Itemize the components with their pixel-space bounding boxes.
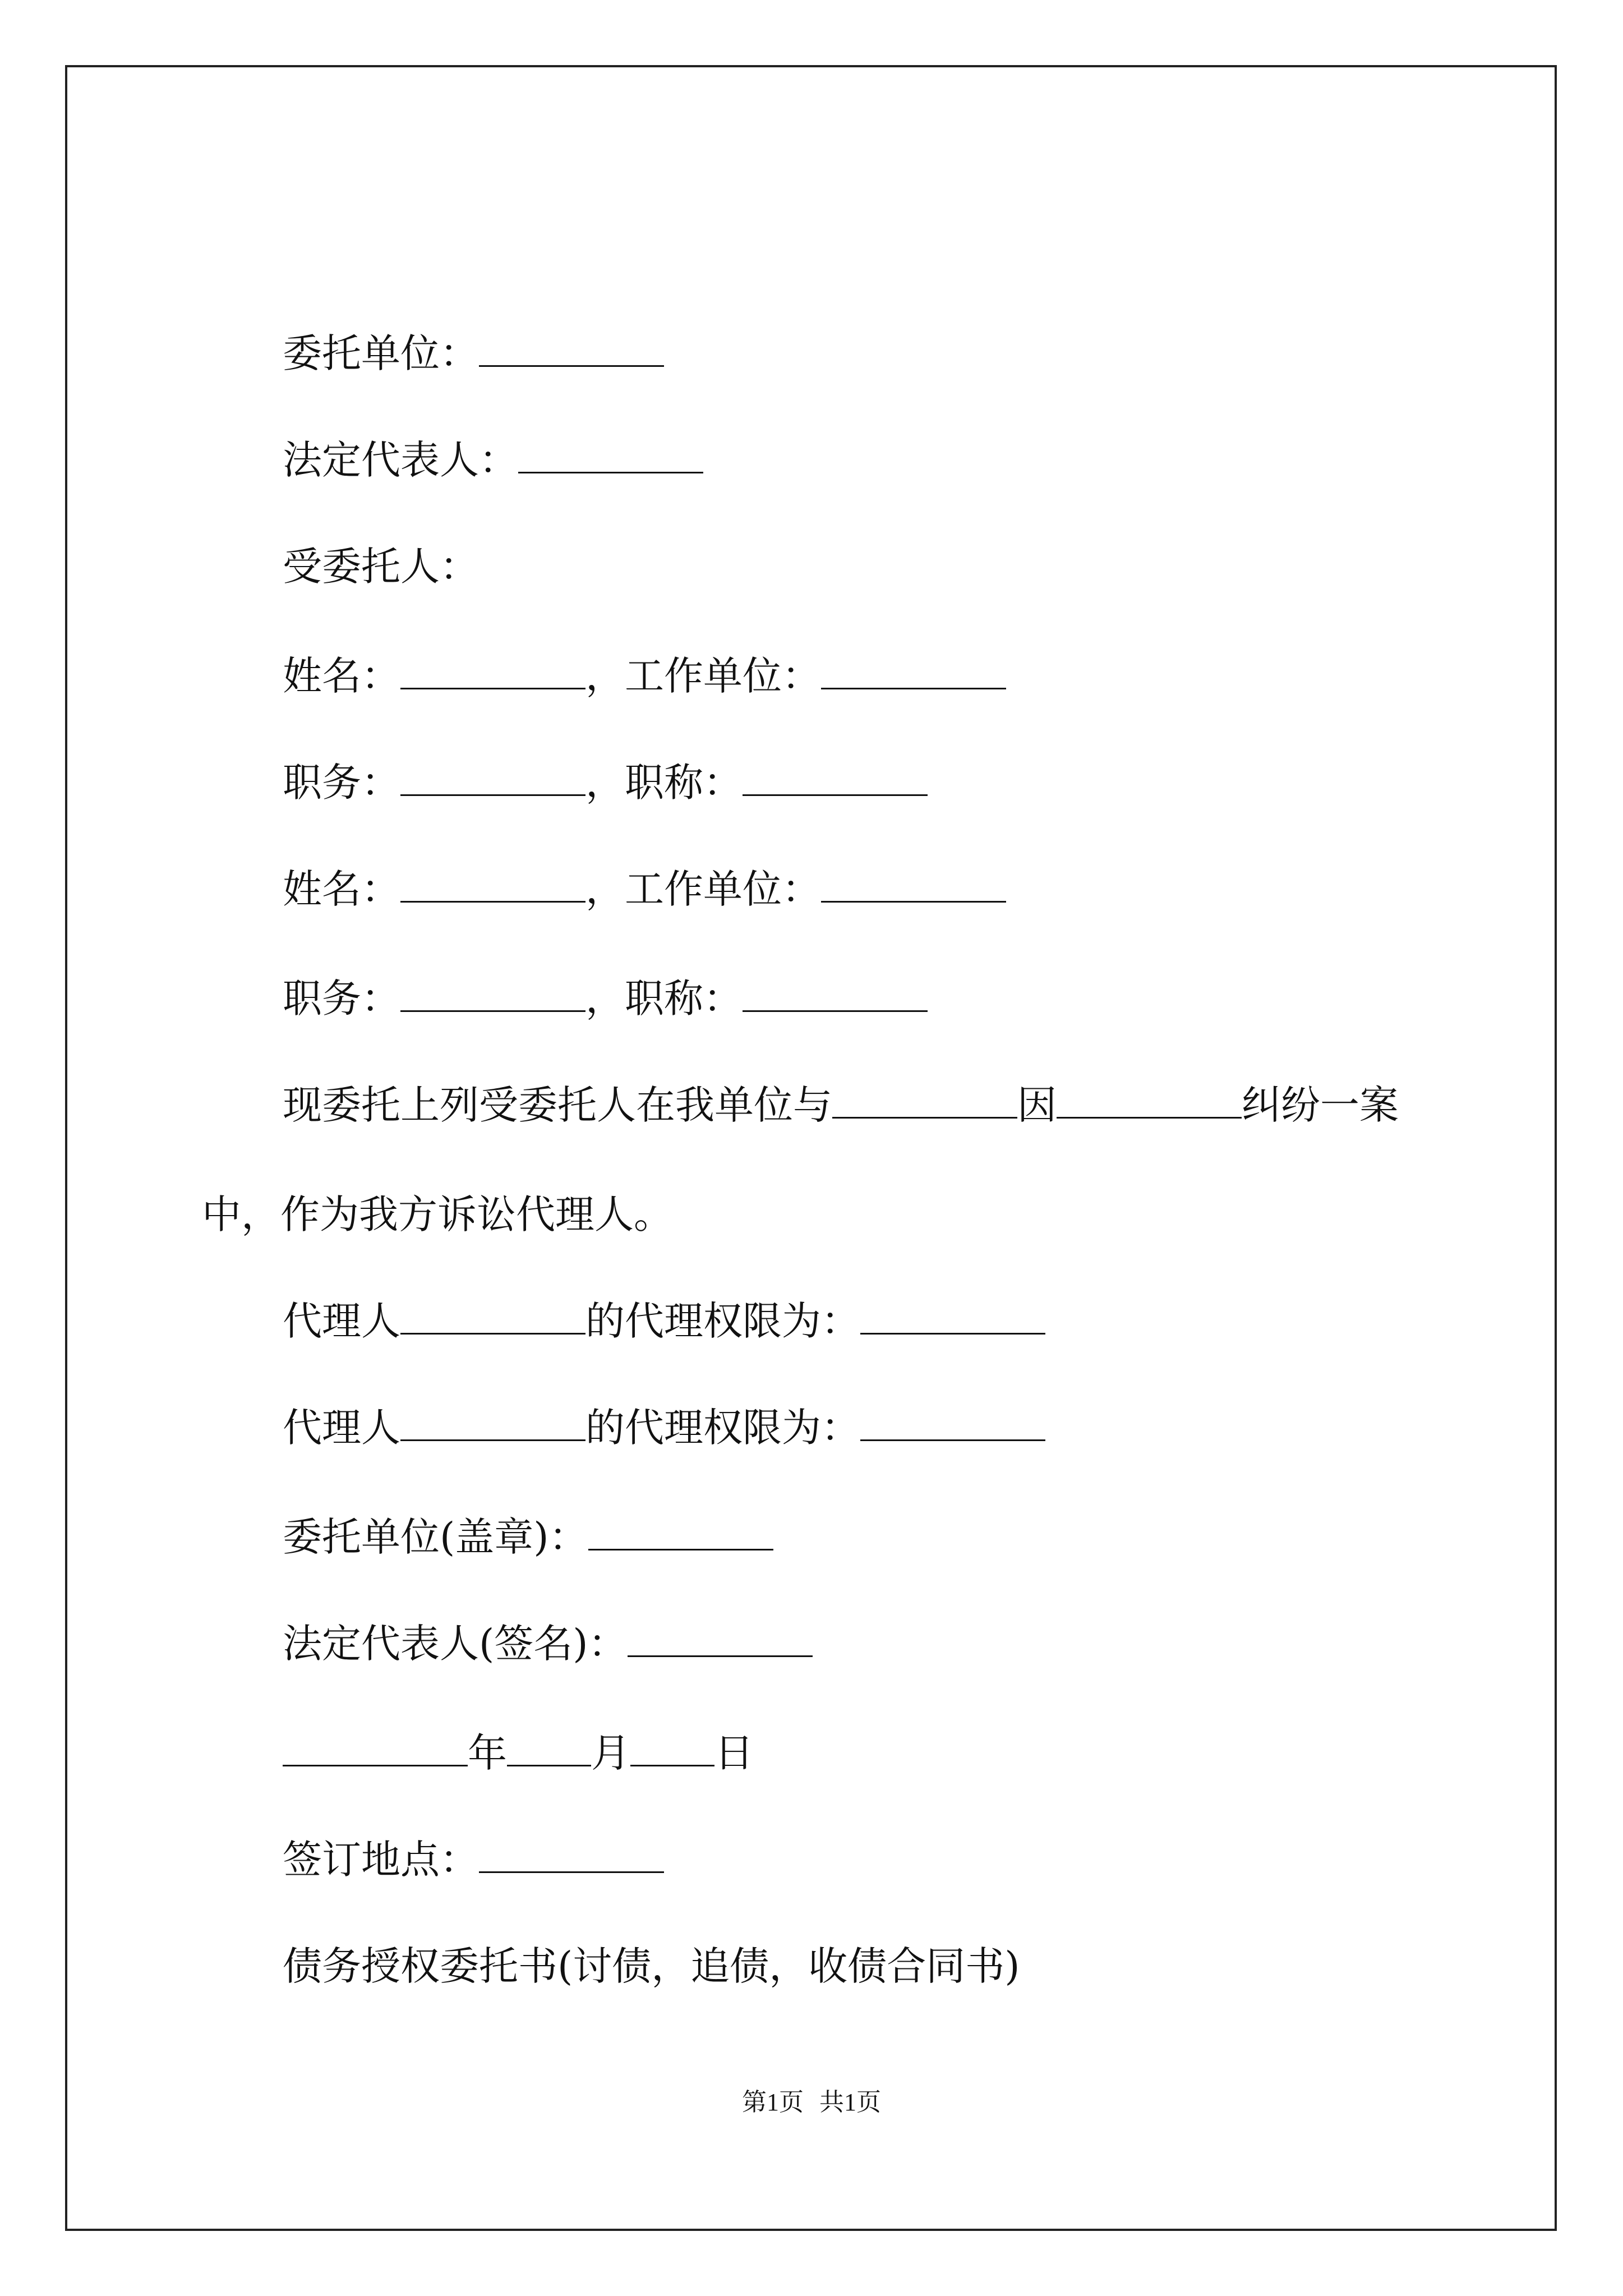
document-subtitle: 债务授权委托书(讨债，追债，收债合同书) xyxy=(283,1943,1020,1989)
legal-representative-blank xyxy=(518,437,703,473)
trustee-heading xyxy=(283,541,479,592)
trustee-label: 受委托人： xyxy=(283,544,479,590)
authority-blank xyxy=(860,1405,1045,1441)
signing-place-label: 签订地点： xyxy=(283,1837,479,1883)
trustee-1-position-line xyxy=(283,757,928,808)
position-blank xyxy=(400,760,585,796)
agent-name-blank xyxy=(400,1405,585,1441)
entrusting-unit-label: 委托单位： xyxy=(283,330,479,376)
authority-label: 的代理权限为： xyxy=(585,1405,860,1451)
title-blank xyxy=(743,760,928,796)
representative-signature-label: 法定代表人(签名)： xyxy=(283,1621,628,1667)
year-blank xyxy=(283,1730,468,1766)
representative-signature-line xyxy=(283,1618,813,1669)
position-blank xyxy=(400,976,585,1012)
position-label: 职务： xyxy=(283,976,400,1022)
month-blank xyxy=(507,1730,591,1766)
entrustment-paragraph-line-1 xyxy=(283,1080,1399,1130)
representative-signature-blank xyxy=(628,1621,813,1657)
work-unit-label: ，工作单位： xyxy=(585,866,821,912)
year-label: 年 xyxy=(468,1730,507,1776)
agent-2-authority-line xyxy=(283,1402,1045,1453)
name-label: 姓名： xyxy=(283,866,400,912)
entrusting-unit-line xyxy=(283,328,664,379)
signing-place-blank xyxy=(479,1837,664,1873)
agent-label: 代理人 xyxy=(283,1298,400,1344)
title-label: ，职称： xyxy=(585,976,743,1022)
signing-place-line xyxy=(283,1834,664,1885)
title-label: ，职称： xyxy=(585,760,743,806)
page-footer xyxy=(0,2087,1623,2118)
page-total: 共1页 xyxy=(819,2088,881,2116)
month-label: 月 xyxy=(591,1730,630,1776)
authority-label: 的代理权限为： xyxy=(585,1298,860,1344)
unit-seal-line xyxy=(283,1512,773,1562)
trustee-1-name-line xyxy=(283,651,1006,701)
name-blank xyxy=(400,653,585,689)
day-label: 日 xyxy=(714,1730,754,1776)
agent-1-authority-line xyxy=(283,1296,1045,1346)
name-label: 姓名： xyxy=(283,653,400,699)
page-current: 第1页 xyxy=(742,2088,804,2116)
authority-blank xyxy=(860,1298,1045,1335)
page-border xyxy=(65,65,1557,2231)
entrustment-text-b: 因 xyxy=(1017,1082,1057,1128)
title-blank xyxy=(743,976,928,1012)
counterparty-blank xyxy=(832,1082,1017,1119)
dispute-cause-blank xyxy=(1057,1082,1242,1119)
entrusting-unit-blank xyxy=(479,330,664,367)
agent-name-blank xyxy=(400,1298,585,1335)
legal-representative-label: 法定代表人： xyxy=(283,437,518,483)
work-unit-blank xyxy=(821,653,1006,689)
unit-seal-blank xyxy=(588,1514,773,1550)
position-label: 职务： xyxy=(283,760,400,806)
entrustment-text-d: 中，作为我方诉讼代理人。 xyxy=(202,1191,673,1237)
unit-seal-label: 委托单位(盖章)： xyxy=(283,1514,588,1560)
trustee-2-position-line xyxy=(283,973,928,1024)
entrustment-paragraph-line-2 xyxy=(202,1189,673,1240)
legal-representative-line xyxy=(283,435,703,485)
entrustment-text-c: 纠纷一案 xyxy=(1242,1082,1399,1128)
document-subtitle-line xyxy=(283,1941,1020,1991)
entrustment-text-a: 现委托上列受委托人在我单位与 xyxy=(283,1082,832,1128)
trustee-2-name-line xyxy=(283,864,1006,914)
date-line xyxy=(283,1728,754,1778)
agent-label: 代理人 xyxy=(283,1405,400,1451)
name-blank xyxy=(400,866,585,903)
day-blank xyxy=(630,1730,714,1766)
work-unit-blank xyxy=(821,866,1006,903)
work-unit-label: ，工作单位： xyxy=(585,653,821,699)
